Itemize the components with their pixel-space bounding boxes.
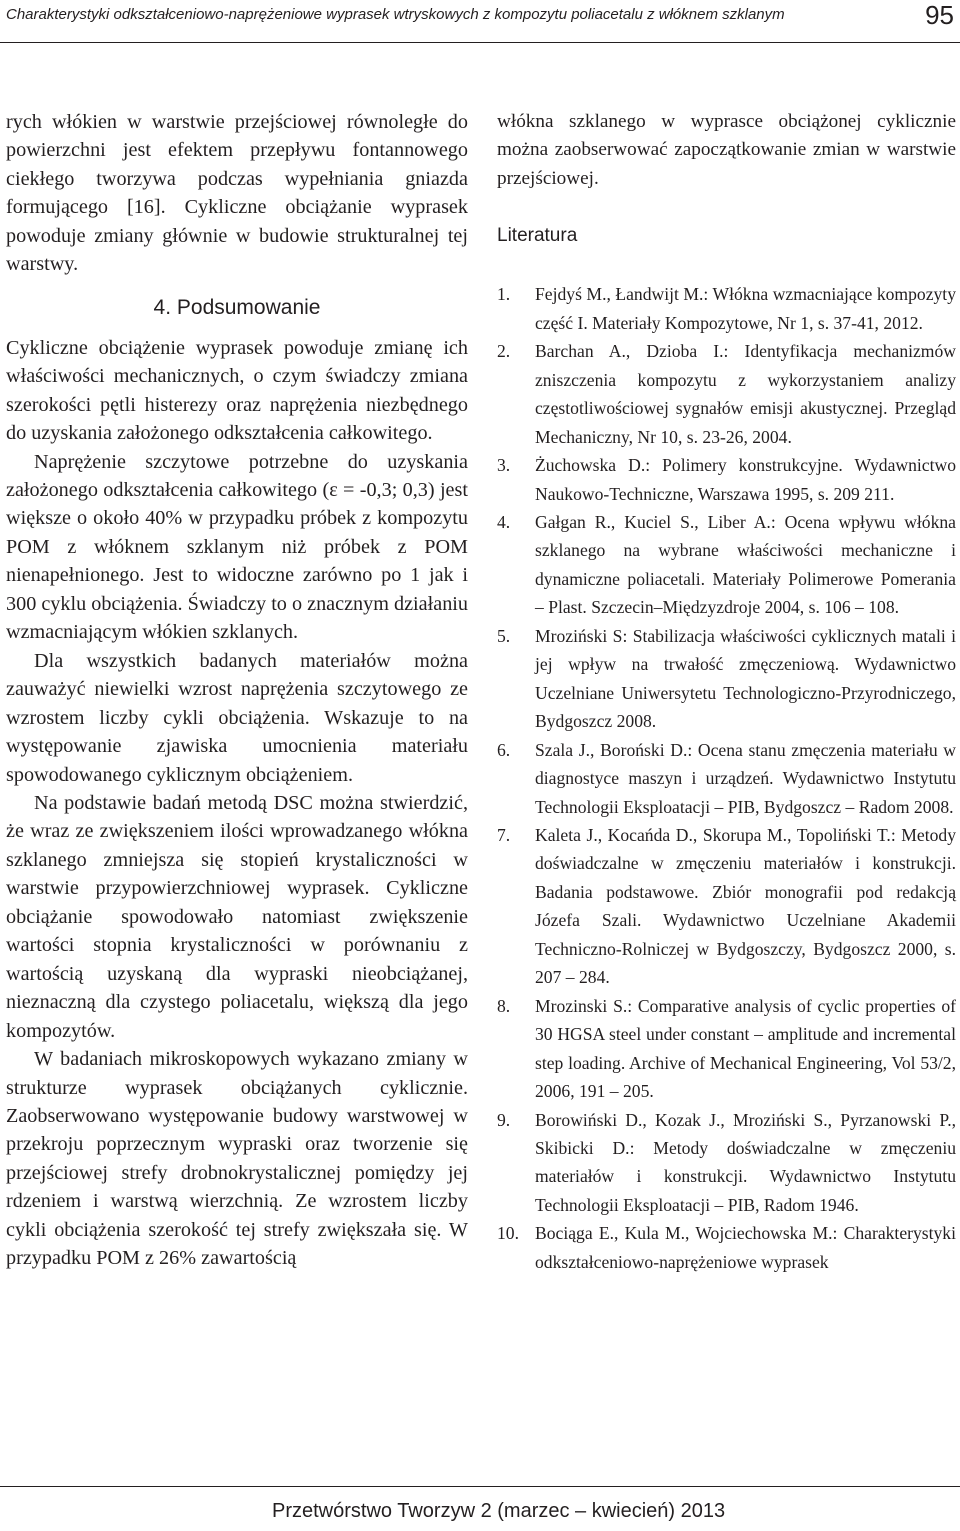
reference-text: Barchan A., Dzioba I.: Identyfikacja mechanizmów zniszczenia kompozytu z wykorzystaniem analizy częstotliwościowej sygnałów emisji akustycznej. Przegląd Mechaniczny, Nr 10, s. 23-26, 2004. [535,341,956,447]
reference-number: 10. [497,1223,519,1244]
section-heading: 4. Podsumowanie [153,295,321,319]
reference-number: 5. [497,625,511,646]
reference-item [497,992,956,1106]
reference-text: Fejdyś M., Ł​andwijt M.: Włókna wzmacniające kompozyty część I. Materiały Kompozytowe, Nr 1, s. 37-41, 2012. [535,284,956,333]
reference-list [497,280,956,1276]
summary-paragraph: Cykliczne obciążenie wyprasek powoduje zmianę ich właściwości mechanicznych, o czym świadczy zmiana szerokości pętli histerezy oraz naprężenia niezbędnego do uzyskania założonego odkształcenia całkowitego. [6,336,468,445]
continuation-paragraph: włókna szklanego w wyprasce obciążonej cyklicznie można zaobserwować zapoczątkowanie zmian w warstwie przejściowej. [497,111,956,189]
reference-text: Mrozinski S.: Comparative analysis of cyclic properties of 30 HGSA steel under constant – amplitude and incremental step loading. Archive of Mechanical Engineering, Vol 53/2, 2006, 191 – 205. [535,995,956,1102]
reference-text: Borowiński D., Kozak J., Mroziński S., Pyrzanowski P., Skibicki D.: Metody doświadczalne w zmęczeniu materiałów i konstrukcji. Wydawnictwo Instytutu Technologii Eksploatacji – PIB, Radom 1946. [535,1109,956,1215]
reference-item [497,1106,956,1220]
summary-paragraph: Dla wszystkich badanych materiałów można zauważyć niewielki wzrost naprężenia szczytowego ze wzrostem liczby cykli obciążenia. Wskazuje to na występowanie zjawiska umocnienia materiału spowodowanego cyklicznym obciążeniem. [6,649,468,786]
reference-text: Mroziński S: Stabilizacja właściwości cyklicznych matali i jej wpływ na trwałość zmęczeniową. Wydawnictwo Uczelniane Uniwersytetu Technologiczno-Przyrodniczego, Bydgoszcz 2008. [535,625,956,732]
reference-item [497,337,956,451]
summary-paragraph: Naprężenie szczytowe potrzebne do uzyskania założonego odkształcenia całkowitego (ε = -0,3; 0,3) jest większe o około 40% w przypadku próbek z kompozytu POM z włóknem szklanym niż próbek z POM nienapełnionego. Jest to widoczne zarówno po 1 jak i 300 cyklu obciążenia. Świadczy to o znacznym działaniu wzmacniającym włókien szklanych. [6,450,468,644]
footer-rule [0,1486,960,1487]
reference-text: Gałgan R., Kuciel S., Liber A.: Ocena wpływu włókna szklanego na wybrane właściwości mechaniczne i dynamiczne poliacetali. Materiały Polimerowe Pomerania – Plast. Szczecin–Międzyzdroje 2004, s. 106 – 108. [535,511,956,618]
running-title: Charakterystyki odkształceniowo-naprężeniowe wyprasek wtryskowych z kompozytu poliacetalu z włóknem szklanym [6,6,785,23]
reference-text: Żuchowska D.: Polimery konstrukcyjne. Wydawnictwo Naukowo-Techniczne, Warszawa 1995, s. 209 211. [535,455,956,504]
header-rule [0,42,960,43]
journal-footer: Przetwórstwo Tworzyw 2 (marzec – kwiecień) 2013 [272,1500,726,1522]
continuation-paragraph: rych włókien w warstwie przejściowej równoległe do powierzchni jest efektem przepływu fontannowego ciekłego tworzywa podczas wypełniania gniazda formującego [16]. Cykliczne obciążanie wyprasek powoduje zmiany głównie w budowie strukturalnej tej warstwy. [6,111,468,276]
page-number: 95 [925,0,954,30]
summary-paragraph: W badaniach mikroskopowych wykazano zmiany w strukturze wyprasek obciążanych cyklicznie. Zaobserwowano występowanie budowy warstwowej w przekroju poprzecznym wypraski oraz tworzenie się przejściowej strefy drobnokrystalicznej pomiędzy jej rdzeniem i warstwą wierzchnią. Ze wzrostem liczby cykli obciążenia szerokość tej strefy zwiększała się. W przypadku POM z 26% zawartością [6,1048,468,1270]
reference-text: Kaleta J., Kocańda D., Skorupa M., Topoliński T.: Metody doświadczalne w zmęczeniu materiałów i konstrukcji. Badania podstawowe. Zbiór monografii pod redakcją Józefa Szali. Wydawnictwo Uczelniane Akademii Techniczno-Rolniczej w Bydgoszczy, Bydgoszcz 2000, s. 207 – 284. [535,824,956,988]
summary-paragraph: Na podstawie badań metodą DSC można stwierdzić, że wraz ze zwiększeniem ilości wprowadzanego włókna szklanego zmniejsza się stopień krystaliczności w warstwie przypowierzchniowej wyprasek. Cykliczne obciążanie spowodowało natomiast zwiększenie wartości stopnia krystaliczności w porównaniu z wartością uzyskaną dla wypraski nieobciążanej, nieznaczną dla czystego poliacetalu, większą dla jego kompozytów. [6,791,468,1042]
reference-item [497,736,956,821]
reference-number: 9. [497,1109,511,1130]
reference-item [497,451,956,508]
reference-number: 8. [497,995,511,1016]
reference-item [497,280,956,337]
literature-heading: Literatura [497,225,578,247]
reference-number: 2. [497,341,511,362]
reference-number: 4. [497,511,511,532]
right-column [497,108,956,1276]
reference-number: 1. [497,284,511,305]
reference-item [497,508,956,622]
reference-item [497,1219,956,1276]
reference-text: Bociąga E., Kula M., Wojciechowska M.: Charakterystyki odkształceniowo-naprężeniowe wyprasek [535,1223,956,1272]
reference-number: 3. [497,455,511,476]
reference-text: Szala J., Boroński D.: Ocena stanu zmęczenia materiału w diagnostyce maszyn i urządzeń. Wydawnictwo Instytutu Technologii Eksploatacji – PIB, Bydgoszcz – Radom 2008. [535,739,956,817]
left-column [6,108,468,1273]
reference-item [497,821,956,992]
reference-number: 7. [497,824,511,845]
reference-number: 6. [497,739,511,760]
reference-item [497,622,956,736]
